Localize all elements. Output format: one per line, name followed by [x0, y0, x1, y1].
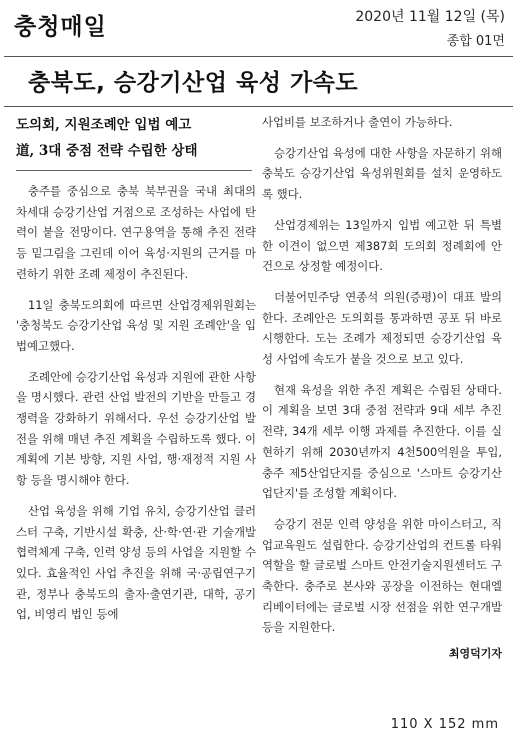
paragraph: 승강기산업 육성에 대한 사항을 자문하기 위해 충북도 승강기산업 육성위원회를 설치 운영하도록 했다. [262, 145, 502, 202]
headline: 충북도, 승강기산업 육성 가속도 [28, 70, 359, 96]
paragraph: 산업 육성을 위해 기업 유치, 승강기산업 클러스터 구축, 기반시설 확충, 산·학·연·관 기술개발 협력체계 구축, 인력 양성 등의 사업을 지원할 수 있다. 효율적인 사업 추진을 위해 국·공립연구기관, 정부나 충북도의 출자·출연기관, 대학, 공기업, 비영리 법인 등에 [16, 503, 256, 622]
paragraph: 충주를 중심으로 충북 북부권을 국내 최대의 차세대 승강기산업 거점으로 조성하는 사업에 탄력이 붙을 전망이다. 연구용역을 통해 추진 전략 등 밑그림을 그린데 이어 육성·지원의 근거를 마련하기 위한 조례 제정이 추진된다. [16, 184, 256, 281]
section-page: 종합 01면 [446, 34, 505, 49]
subheads [16, 112, 256, 171]
paragraph: 현재 육성을 위한 추진 계획은 수립된 상태다. 이 계획을 보면 3대 중점 전략과 9대 세부 추진 전략, 34개 세부 이행 과제를 추진한다. 이를 실현하기 위해 2030년까지 4천500억원을 투입, 충주 제5산업단지를 중심으로 '스마트 승강기산업단지'를 조성할 계획이다. [262, 382, 502, 501]
paragraph: 조례안에 승강기산업 육성과 지원에 관한 사항을 명시했다. 관련 산업 발전의 기반을 만들고 경쟁력을 강화하기 위해서다. 우선 승강기산업 발전을 위해 매년 추진 계획을 수립하도록 했다. 이 계획에 기본 방향, 지원 사업, 행·재정적 지원 사항 등을 명시해야 한다. [16, 369, 256, 488]
paragraph: 산업경제위는 13일까지 입법 예고한 뒤 특별한 이견이 없으면 제387회 도의회 정례회에 안건으로 상정할 예정이다. [262, 217, 502, 274]
paragraph-continued: 사업비를 보조하거나 출연이 가능하다. [262, 115, 453, 129]
right-column [262, 112, 502, 665]
top-divider [4, 56, 513, 57]
subhead-divider [16, 170, 252, 171]
paragraph: 11일 충북도의회에 따르면 산업경제위원회는 '충청북도 승강기산업 육성 및 지원 조례안'을 입법예고했다. [16, 297, 256, 353]
publication-date: 2020년 11월 12일 (목) [355, 9, 505, 25]
masthead [0, 0, 517, 58]
paper-name: 충청매일 [14, 14, 107, 40]
subhead: 도의회, 지원조례안 입법 예고 [16, 117, 192, 133]
clipping-size: 110 X 152 mm [390, 717, 499, 732]
paragraph: 더불어민주당 연종석 의원(증평)이 대표 발의한다. 조례안은 도의회를 통과하면 공포 뒤 바로 시행한다. 도는 조례가 제정되면 승강기산업 육성 사업에 속도가 붙을 것으로 보고 있다. [262, 289, 502, 367]
paragraph: 승강기 전문 인력 양성을 위한 마이스터고, 직업교육원도 설립한다. 승강기산업의 컨트롤 타워 역할을 할 글로벌 스마트 안전기술지원센터도 구축한다. 충주로 본사와 공장을 이전하는 현대엘리베이터에는 글로벌 시장 선점을 위한 연구개발 등을 지원한다. [262, 516, 502, 635]
headline-divider [4, 106, 513, 107]
byline: 최영덕기자 [448, 647, 502, 661]
left-column [16, 112, 256, 635]
subhead: 道, 3대 중점 전략 수립한 상태 [16, 143, 198, 159]
